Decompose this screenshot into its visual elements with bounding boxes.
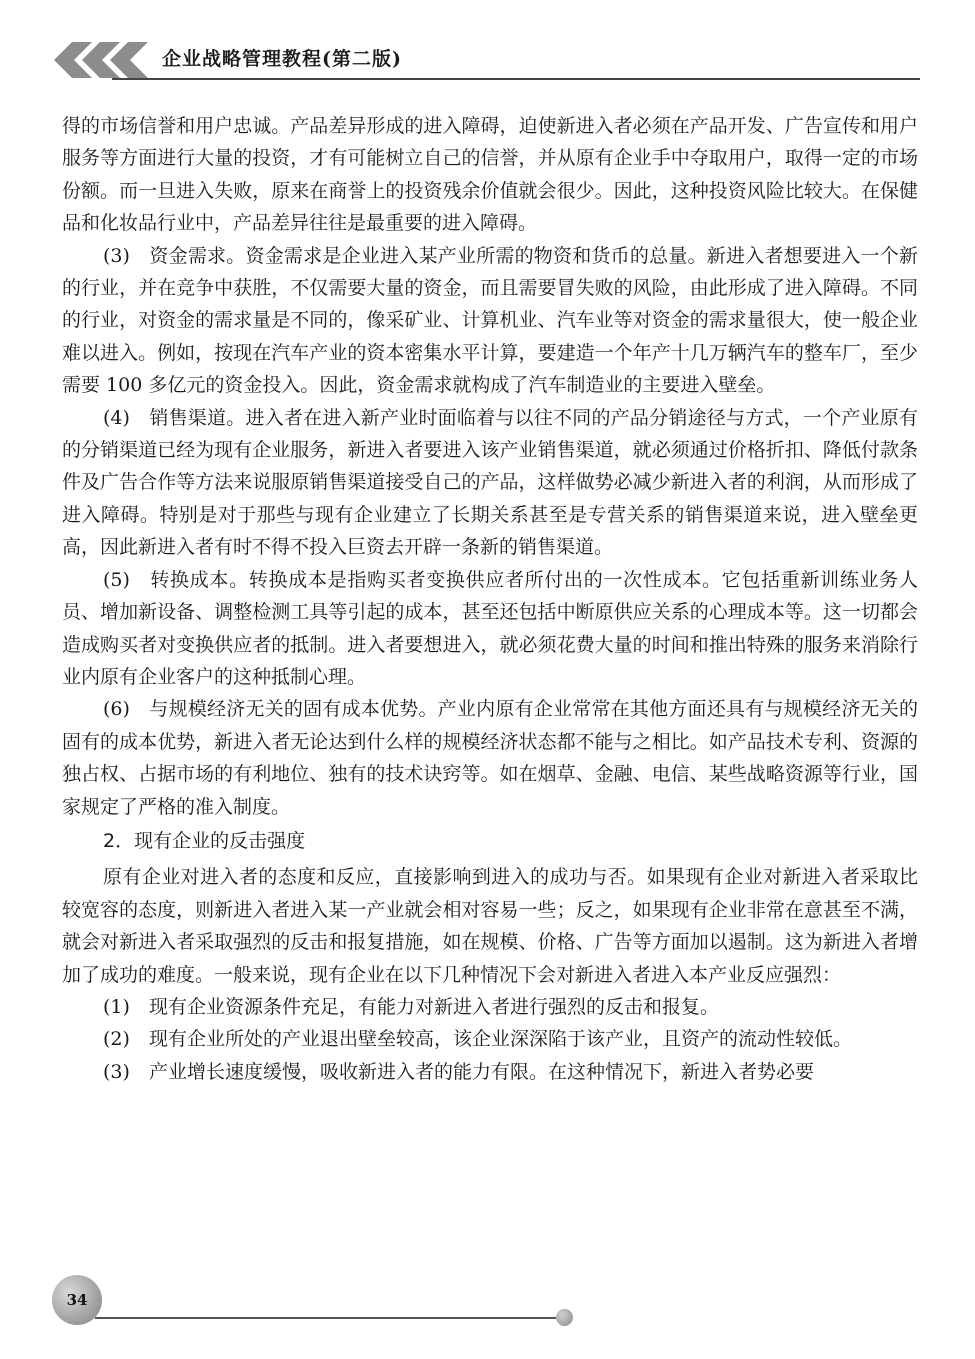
paragraph-sales-channel bbox=[62, 402, 918, 564]
book-title: 企业战略管理教程(第二版) bbox=[162, 48, 402, 70]
list-item bbox=[62, 1056, 918, 1088]
paragraph-text: 销售渠道。进入者在进入新产业时面临着与以往不同的产品分销途径与方式，一个产业原有的分销渠道已经为现有企业服务，新进入者要进入该产业销售渠道，就必须通过价格折扣、降低付款条件及广告合作等方法来说服原销售渠道接受自己的产品，这样做势必减少新进入者的利润，从而形成了进入障碍。特别是对于那些与现有企业建立了长期关系甚至是专营关系的销售渠道来说，进入壁垒更高，因此新进入者有时不得不投入巨资去开辟一条新的销售渠道。 bbox=[62, 406, 918, 559]
header-divider bbox=[112, 78, 920, 80]
page-footer bbox=[0, 1265, 975, 1345]
page-number: 34 bbox=[66, 1291, 88, 1309]
footer-dot bbox=[556, 1309, 573, 1326]
paragraph-continuation: 得的市场信誉和用户忠诚。产品差异形成的进入障碍，迫使新进入者必须在产品开发、广告宣传和用户服务等方面进行大量的投资，才有可能树立自己的信誉，并从原有企业手中夺取用户，取得一定的市场份额。而一旦进入失败，原来在商誉上的投资残余价值就会很少。因此，这种投资风险比较大。在保健品和化妆品行业中，产品差异往往是最重要的进入障碍。 bbox=[62, 115, 918, 235]
item-number: (6) bbox=[103, 698, 130, 721]
paragraph-switching-cost bbox=[62, 564, 918, 694]
item-number: (3) bbox=[103, 1060, 130, 1083]
list-item bbox=[62, 991, 918, 1023]
triple-chevron-icon bbox=[50, 40, 160, 80]
list-item-text: 现有企业所处的产业退出壁垒较高，该企业深深陷于该产业，且资产的流动性较低。 bbox=[148, 1028, 852, 1051]
paragraph-retaliation: 原有企业对进入者的态度和反应，直接影响到进入的成功与否。如果现有企业对新进入者采取比较宽容的态度，则新进入者进入某一产业就会相对容易一些；反之，如果现有企业非常在意甚至不满，就会对新进入者采取强烈的反击和报复措施，如在规模、价格、广告等方面加以遏制。这为新进入者增加了成功的难度。一般来说，现有企业在以下几种情况下会对新进入者进入本产业反应强烈： bbox=[62, 866, 918, 986]
page-body bbox=[62, 110, 918, 1088]
footer-divider bbox=[95, 1317, 565, 1319]
paragraph-text: 资金需求。资金需求是企业进入某产业所需的物资和货币的总量。新进入者想要进入一个新的行业，并在竞争中获胜，不仅需要大量的资金，而且需要冒失败的风险，由此形成了进入障碍。不同的行业，对资金的需求量是不同的，像采矿业、计算机业、汽车业等对资金的需求量很大，使一般企业难以进入。例如，按现在汽车产业的资本密集水平计算，要建造一个年产十几万辆汽车的整车厂，至少需要 100 多亿元的资金投入。因此，资金需求就构成了汽车制造业的主要进入壁垒。 bbox=[62, 244, 918, 397]
item-number: (4) bbox=[103, 406, 130, 429]
item-number: (1) bbox=[103, 995, 130, 1018]
list-item-text: 现有企业资源条件充足，有能力对新进入者进行强烈的反击和报复。 bbox=[148, 995, 719, 1018]
paragraph-text: 与规模经济无关的固有成本优势。产业内原有企业常常在其他方面还具有与规模经济无关的固有的成本优势，新进入者无论达到什么样的规模经济状态都不能与之相比。如产品技术专利、资源的独占权、占据市场的有利地位、独有的技术诀窍等。如在烟草、金融、电信、某些战略资源等行业，国家规定了严格的准入制度。 bbox=[62, 698, 918, 818]
item-number: (2) bbox=[103, 1028, 130, 1051]
item-number: (5) bbox=[103, 568, 130, 591]
list-item bbox=[62, 1023, 918, 1055]
section-heading: 2．现有企业的反击强度 bbox=[103, 829, 306, 852]
paragraph-cost-advantage bbox=[62, 693, 918, 823]
list-item-text: 产业增长速度缓慢，吸收新进入者的能力有限。在这种情况下，新进入者势必要 bbox=[148, 1060, 814, 1083]
paragraph-capital-requirement bbox=[62, 240, 918, 402]
page-number-badge bbox=[52, 1275, 102, 1325]
page-header bbox=[0, 0, 975, 95]
item-number: (3) bbox=[103, 244, 130, 267]
paragraph-text: 转换成本。转换成本是指购买者变换供应者所付出的一次性成本。它包括重新训练业务人员、增加新设备、调整检测工具等引起的成本，甚至还包括中断原供应关系的心理成本等。这一切都会造成购买者对变换供应者的抵制。进入者要想进入，就必须花费大量的时间和推出特殊的服务来消除行业内原有企业客户的这种抵制心理。 bbox=[62, 568, 918, 688]
